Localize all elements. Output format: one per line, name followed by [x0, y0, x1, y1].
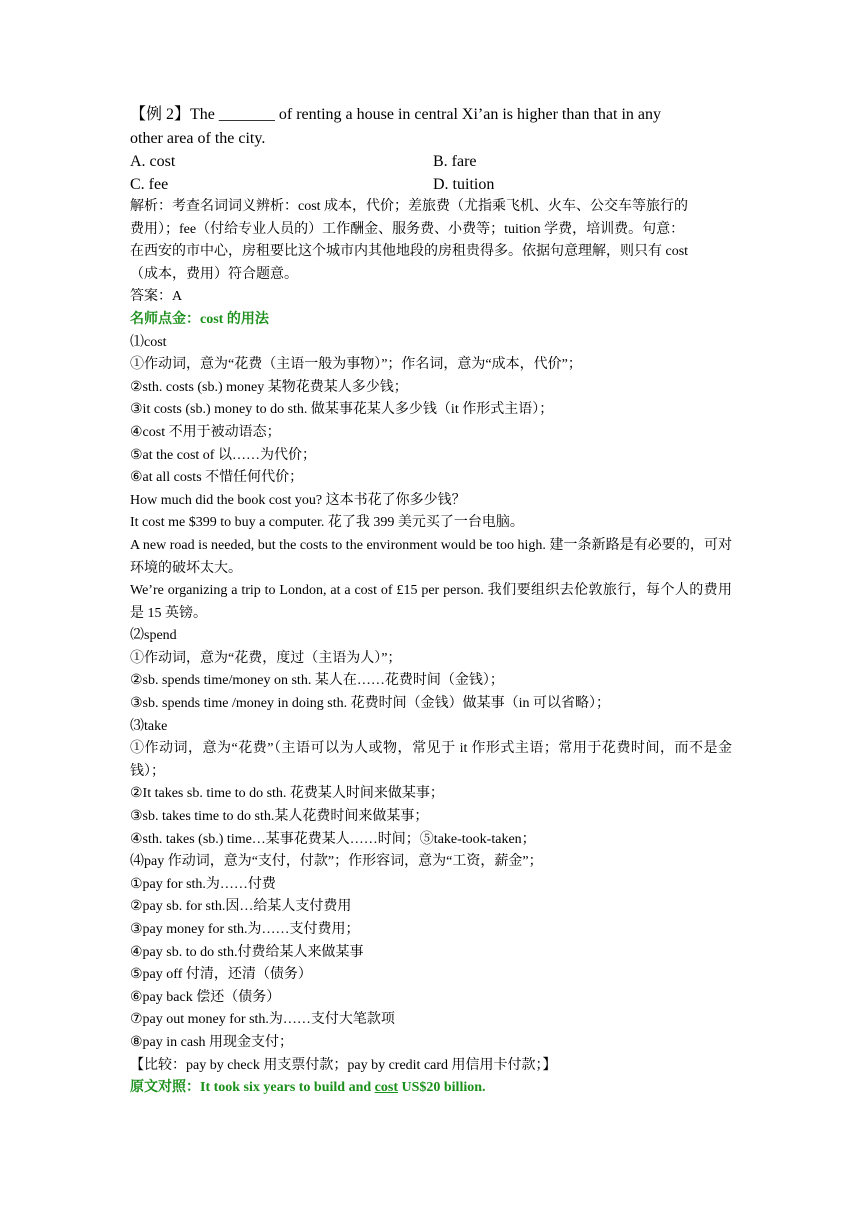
options [130, 150, 732, 196]
text-line: ④cost 不用于被动语态； [130, 424, 281, 440]
analysis-line: 解析：考查名词词义辨析：cost 成本，代价；差旅费（尤指乘飞机、火车、公交车等旅行的 [130, 199, 689, 214]
text-line: ⑥pay back 偿还（债务） [130, 989, 281, 1005]
option-d: D. tuition [433, 176, 495, 193]
text-line: ③it costs (sb.) money to do sth. 做某事花某人多少钱（it 作形式主语）； [130, 402, 554, 418]
text-line: ①pay for sth.为……付费 [130, 876, 276, 892]
original-prefix: 原文对照：It took six years to build and [130, 1080, 375, 1096]
text-line: ⑦pay out money for sth.为……支付大笔款项 [130, 1012, 395, 1028]
example-sentence: It cost me $399 to buy a computer. 花了我 399 美元买了一台电脑。 [130, 515, 524, 531]
text-line: ⑶take [130, 718, 168, 734]
option-b: B. fare [433, 153, 477, 170]
text-line: ①作动词，意为“花费，度过（主语为人）”； [130, 650, 402, 666]
text-line: ②It takes sb. time to do sth. 花费某人时间来做某事； [130, 786, 444, 802]
text-line: ③pay money for sth.为……支付费用； [130, 922, 360, 937]
example-sentence: We’re organizing a trip to London, at a cost of £15 per person. 我们要组织去伦敦旅行，每个人的费用是 15 英镑。 [130, 583, 732, 621]
text-line: ②sb. spends time/money on sth. 某人在……花费时间（金钱）； [130, 673, 504, 689]
original-text [130, 1077, 732, 1100]
option-a: A. cost [130, 153, 176, 170]
text-line: ⑧pay in cash 用现金支付； [130, 1034, 294, 1050]
answer: 答案：A [130, 289, 183, 305]
comparison-line: 【比较：pay by check 用支票付款；pay by credit card 用信用卡付款；】 [130, 1057, 557, 1073]
example-sentence: How much did the book cost you? 这本书花了你多少钱？ [130, 492, 466, 508]
text-line: ①作动词，意为“花费（主语一般为事物）”；作名词，意为“成本，代价”； [130, 357, 582, 373]
analysis-line: 费用）；fee（付给专业人员的）工作酬金、服务费、小费等；tuition 学费，培训费。句意： [130, 221, 685, 237]
analysis-line: 在西安的市中心，房租要比这个城市内其他地段的房租贵得多。依据句意理解，则只有 cost [130, 244, 689, 260]
text-line: ⑤at the cost of 以……为代价； [130, 447, 316, 463]
text-line: ④sth. takes (sb.) time…某事花费某人……时间；⑤take-took-taken； [130, 831, 536, 847]
example-sentence: A new road is needed, but the costs to the environment would be too high. 建一条新路是有必要的，可对环境的破坏太大。 [130, 537, 732, 576]
text-line: ⑴cost [130, 334, 167, 350]
original-suffix: US$20 billion. [397, 1080, 486, 1096]
text-line: ③sb. spends time /money in doing sth. 花费时间（金钱）做某事（in 可以省略）； [130, 696, 610, 712]
text-line: ①作动词，意为“花费”（主语可以为人或物，常见于 it 作形式主语；常用于花费时间，而不是金钱）； [130, 741, 732, 779]
text-line: ⑷pay 作动词，意为“支付，付款”；作形容词，意为“工资，薪金”； [130, 854, 543, 870]
analysis-line: （成本，费用）符合题意。 [130, 266, 298, 282]
text-line: ⑵spend [130, 628, 177, 644]
option-c: C. fee [130, 176, 169, 193]
tip-title: 名师点金：cost 的用法 [130, 311, 269, 327]
text-line: ⑤pay off 付清，还清（债务） [130, 967, 312, 983]
text-line: ④pay sb. to do sth.付费给某人来做某事 [130, 944, 364, 960]
question-line: other area of the city. [130, 129, 266, 147]
text-line: ③sb. takes time to do sth.某人花费时间来做某事； [130, 809, 429, 825]
text-line: ②sth. costs (sb.) money 某物花费某人多少钱； [130, 379, 408, 395]
text-line: ②pay sb. for sth.因…给某人支付费用 [130, 899, 352, 915]
text-line: ⑥at all costs 不惜任何代价； [130, 470, 304, 486]
original-underlined: cost [374, 1080, 398, 1096]
question-line: 【例 2】The _______ of renting a house in central Xi’an is higher than that in any [130, 106, 661, 123]
